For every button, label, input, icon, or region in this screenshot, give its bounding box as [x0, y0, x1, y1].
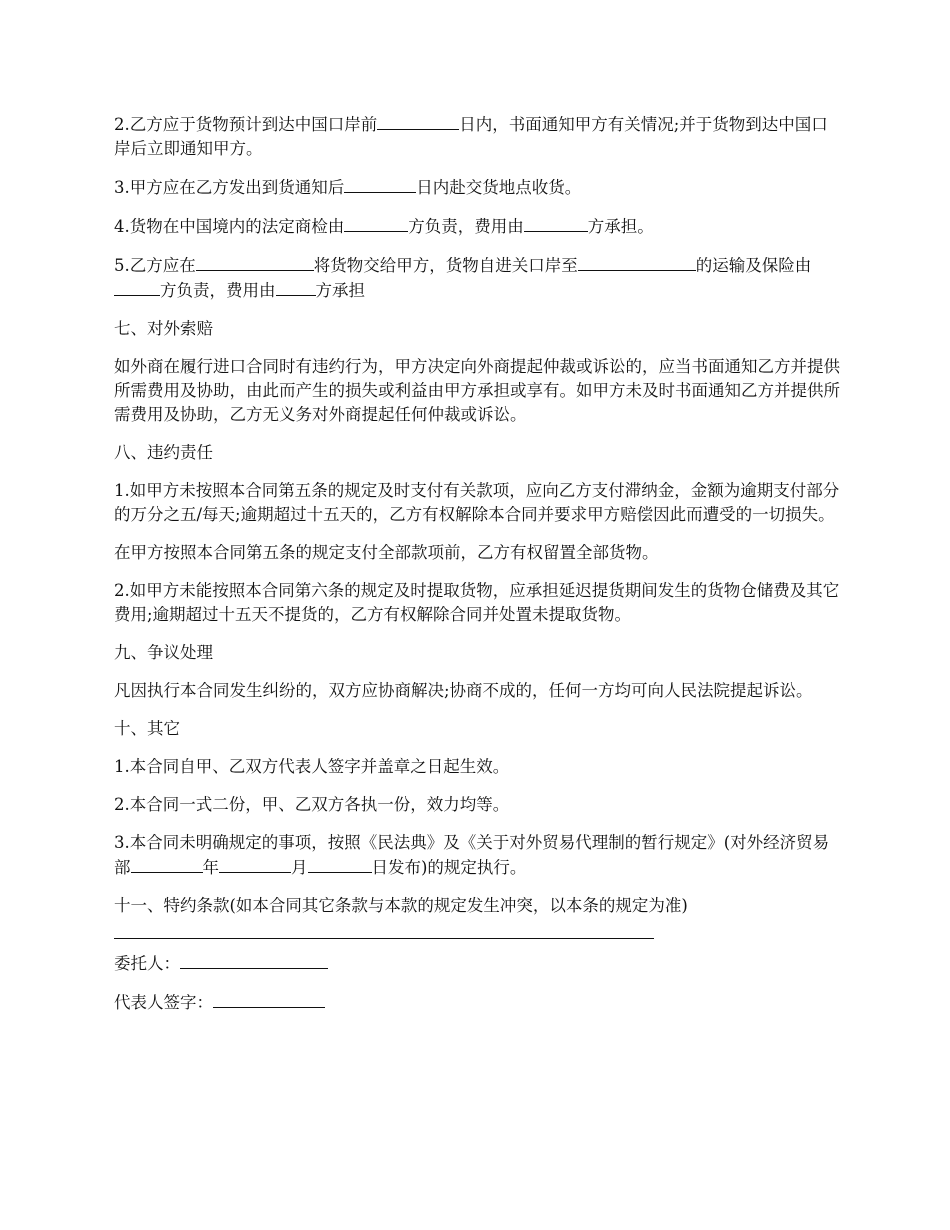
- breach-note: 在甲方按照本合同第五条的规定支付全部款项前，乙方有权留置全部货物。: [114, 543, 659, 562]
- clause-6-5: 5.乙方应在 将货物交给甲方，货物自进关口岸至 的运输及保险由方负责，费用由 方承担: [114, 253, 840, 303]
- blank-field[interactable]: [344, 214, 408, 232]
- section-heading-claims: 七、对外索赔: [114, 319, 213, 338]
- blank-field[interactable]: [276, 278, 316, 296]
- contract-page: [114, 112, 840, 1029]
- blank-field[interactable]: [377, 112, 459, 130]
- blank-field[interactable]: [131, 855, 203, 873]
- blank-field[interactable]: [196, 253, 314, 271]
- special-terms-blank-line[interactable]: [114, 938, 654, 939]
- clause-6-3: 3.甲方应在乙方发出到货通知后 日内赴交货地点收货。: [114, 175, 840, 200]
- blank-field[interactable]: [344, 175, 416, 193]
- section-heading-special: 十一、特约条款(如本合同其它条款与本款的规定发生冲突，以本条的规定为准): [114, 896, 688, 915]
- misc-clause-1: 1.本合同自甲、乙双方代表人签字并盖章之日起生效。: [114, 757, 510, 776]
- misc-clause-3: 3.本合同未明确规定的事项，按照《民法典》及《关于对外贸易代理制的暂行规定》(对外经济贸易部 年 月 日发布)的规定执行。: [114, 833, 830, 877]
- section-heading-dispute: 九、争议处理: [114, 643, 213, 662]
- principal-signature-line: 委托人：: [114, 951, 840, 976]
- blank-field[interactable]: [578, 253, 696, 271]
- principal-blank-field[interactable]: [180, 951, 328, 969]
- claims-text: 如外商在履行进口合同时有违约行为，甲方决定向外商提起仲裁或诉讼的，应当书面通知乙方并提供所需费用及协助，由此而产生的损失或利益由甲方承担或享有。如甲方未及时书面通知乙方并提供所需费用及协助，乙方无义务对外商提起任何仲裁或诉讼。: [114, 357, 840, 424]
- section-heading-misc: 十、其它: [114, 719, 180, 738]
- dispute-text: 凡因执行本合同发生纠纷的，双方应协商解决;协商不成的，任何一方均可向人民法院提起诉讼。: [114, 681, 813, 700]
- clause-6-4: 4.货物在中国境内的法定商检由 方负责，费用由 方承担。: [114, 214, 840, 239]
- breach-clause-2: 2.如甲方未能按照本合同第六条的规定及时提取货物，应承担延迟提货期间发生的货物仓储费及其它费用;逾期超过十五天不提货的，乙方有权解除合同并处置未提取货物。: [114, 581, 840, 624]
- clause-6-2: 2.乙方应于货物预计到达中国口岸前 日内，书面通知甲方有关情况;并于货物到达中国口岸后立即通知甲方。: [114, 112, 840, 161]
- representative-signature-line: 代表人签字：: [114, 990, 840, 1015]
- representative-blank-field[interactable]: [213, 990, 325, 1008]
- blank-field[interactable]: [308, 855, 372, 873]
- breach-clause-1: 1.如甲方未按照本合同第五条的规定及时支付有关款项，应向乙方支付滞纳金，金额为逾期支付部分的万分之五/每天;逾期超过十五天的，乙方有权解除本合同并要求甲方赔偿因此而遭受的一切损失。: [114, 481, 840, 524]
- misc-clause-2: 2.本合同一式二份，甲、乙双方各执一份，效力均等。: [114, 795, 510, 814]
- blank-field[interactable]: [219, 855, 291, 873]
- blank-field[interactable]: [114, 278, 160, 296]
- section-heading-breach: 八、违约责任: [114, 443, 213, 462]
- blank-field[interactable]: [524, 214, 588, 232]
